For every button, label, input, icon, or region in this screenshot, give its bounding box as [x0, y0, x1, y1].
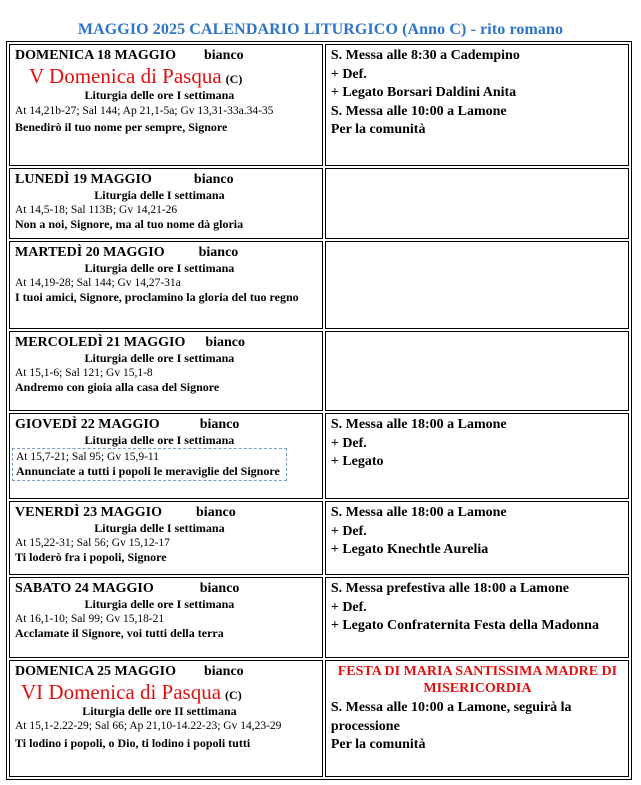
- notes-cell: [325, 413, 629, 499]
- calendar-row: [9, 660, 629, 777]
- day-header: [15, 47, 318, 64]
- note-line: S. Messa alle 10:00 a Lamone: [330, 103, 507, 119]
- liturgical-color: bianco: [193, 172, 234, 187]
- psalm-response: Non a noi, Signore, ma al tuo nome dà gloria: [15, 217, 244, 231]
- feast-line: [15, 680, 318, 704]
- note-line: Per la comunità: [330, 122, 426, 137]
- psalm-response: Ti lodino i popoli, o Dio, ti lodino i popoli tutti: [15, 736, 251, 750]
- liturgical-calendar-table: [6, 41, 632, 780]
- liturgy-of-hours: Liturgia delle ore I settimana: [84, 351, 235, 365]
- note-line: + Legato Borsari Daldini Anita: [330, 85, 517, 100]
- day-date: SABATO 24 MAGGIO: [15, 581, 154, 596]
- day-cell: [9, 168, 323, 239]
- day-cell: [9, 660, 323, 777]
- psalm-response: Acclamate il Signore, voi tutti della terra: [15, 626, 224, 640]
- liturgical-color: bianco: [196, 505, 236, 520]
- notes-cell: [325, 660, 629, 777]
- readings: At 15,22-31; Sal 56; Gv 15,12-17: [15, 537, 170, 549]
- calendar-row: [9, 331, 629, 411]
- feast-cycle: (C): [225, 688, 242, 702]
- day-header: [15, 663, 318, 680]
- day-cell: [9, 44, 323, 166]
- note-line: S. Messa alle 18:00 a Lamone: [330, 505, 507, 520]
- readings: At 15,1-6; Sal 121; Gv 15,1-8: [15, 367, 153, 379]
- day-header: [15, 171, 318, 188]
- day-cell: [9, 413, 323, 499]
- day-header: [15, 504, 318, 521]
- day-date: VENERDÌ 23 MAGGIO: [15, 505, 163, 520]
- notes-cell: [325, 577, 629, 658]
- note-line: S. Messa alle 18:00 a Lamone: [330, 417, 507, 432]
- feast-cycle: (C): [225, 72, 243, 86]
- day-cell: [9, 501, 323, 575]
- note-line: S. Messa prefestiva alle 18:00 a Lamone: [330, 581, 569, 596]
- day-cell: [9, 241, 323, 329]
- page-title: MAGGIO 2025 CALENDARIO LITURGICO (Anno C) - rito romano: [77, 21, 564, 38]
- day-header: [15, 334, 318, 351]
- day-date: DOMENICA 18 MAGGIO: [15, 48, 176, 63]
- notes-cell: [325, 44, 629, 166]
- day-date: LUNEDÌ 19 MAGGIO: [15, 172, 152, 187]
- note-line: S. Messa alle 8:30 a Cadempino: [330, 48, 520, 63]
- calendar-row: [9, 577, 629, 658]
- liturgical-color: bianco: [204, 48, 244, 63]
- liturgical-color: bianco: [204, 664, 244, 679]
- liturgical-color: bianco: [198, 245, 239, 260]
- day-date: GIOVEDÌ 22 MAGGIO: [15, 417, 160, 432]
- day-date: MARTEDÌ 20 MAGGIO: [15, 245, 165, 260]
- liturgy-of-hours: Liturgia delle ore I settimana: [84, 261, 235, 275]
- psalm-response: Andremo con gioia alla casa del Signore: [15, 380, 220, 394]
- note-line: + Def.: [330, 66, 367, 82]
- calendar-row: [9, 413, 629, 499]
- note-line: + Legato Knechtle Aurelia: [330, 542, 489, 557]
- readings-box: [12, 448, 287, 481]
- liturgy-of-hours: Liturgia delle ore I settimana: [84, 433, 235, 447]
- liturgy-of-hours: Liturgia delle I settimana: [94, 521, 225, 535]
- readings: At 15,7-21; Sal 95; Gv 15,9-11: [16, 451, 159, 463]
- liturgical-color: bianco: [199, 417, 240, 432]
- psalm-response: Annunciate a tutti i popoli le meraviglie del Signore: [16, 464, 280, 478]
- notes-cell: [325, 241, 629, 329]
- readings: At 14,5-18; Sal 113B; Gv 14,21-26: [15, 204, 178, 216]
- feast-title: V Domenica di Pasqua: [29, 64, 222, 88]
- liturgical-color: bianco: [199, 581, 240, 596]
- day-header: [15, 580, 318, 597]
- readings: At 14,21b-27; Sal 144; Ap 21,1-5a; Gv 13,31-33a.34-35: [15, 105, 274, 117]
- readings: At 16,1-10; Sal 99; Gv 15,18-21: [15, 613, 165, 625]
- day-cell: [9, 331, 323, 411]
- feast-line: [15, 64, 318, 88]
- liturgical-color: bianco: [205, 335, 246, 350]
- calendar-row: [9, 501, 629, 575]
- notes-cell: [325, 501, 629, 575]
- liturgy-of-hours: Liturgia delle ore I settimana: [84, 597, 235, 611]
- day-date: MERCOLEDÌ 21 MAGGIO: [15, 335, 186, 350]
- calendar-row: [9, 241, 629, 329]
- note-line: + Def.: [330, 523, 367, 539]
- notes-cell: [325, 331, 629, 411]
- feast-note: FESTA DI MARIA SANTISSIMA MADRE DI MISERICORDIA: [337, 664, 618, 696]
- note-line: + Def.: [330, 435, 367, 451]
- calendar-row: [9, 168, 629, 239]
- day-header: [15, 244, 318, 261]
- readings: At 14,19-28; Sal 144; Gv 14,27-31a: [15, 277, 181, 289]
- psalm-response: Ti loderò fra i popoli, Signore: [15, 550, 167, 564]
- liturgy-of-hours: Liturgia delle I settimana: [94, 188, 225, 202]
- readings: At 15,1-2.22-29; Sal 66; Ap 21,10-14.22-23; Gv 14,23-29: [15, 720, 282, 732]
- feast-title: VI Domenica di Pasqua: [21, 680, 222, 704]
- psalm-response: Benedirò il tuo nome per sempre, Signore: [15, 120, 228, 134]
- note-line: S. Messa alle 10:00 a Lamone, seguirà la processione: [330, 700, 572, 734]
- note-line: + Def.: [330, 599, 367, 615]
- calendar-row: [9, 44, 629, 166]
- note-line: Per la comunità: [330, 737, 426, 752]
- liturgy-of-hours: Liturgia delle ore II settimana: [82, 704, 237, 718]
- day-header: [15, 416, 318, 433]
- liturgy-of-hours: Liturgia delle ore I settimana: [84, 88, 235, 102]
- note-line: + Legato: [330, 454, 384, 469]
- day-cell: [9, 577, 323, 658]
- notes-cell: [325, 168, 629, 239]
- psalm-response: I tuoi amici, Signore, proclamino la gloria del tuo regno: [15, 290, 299, 304]
- note-line: + Legato Confraternita Festa della Madonna: [330, 618, 599, 633]
- day-date: DOMENICA 25 MAGGIO: [15, 664, 176, 679]
